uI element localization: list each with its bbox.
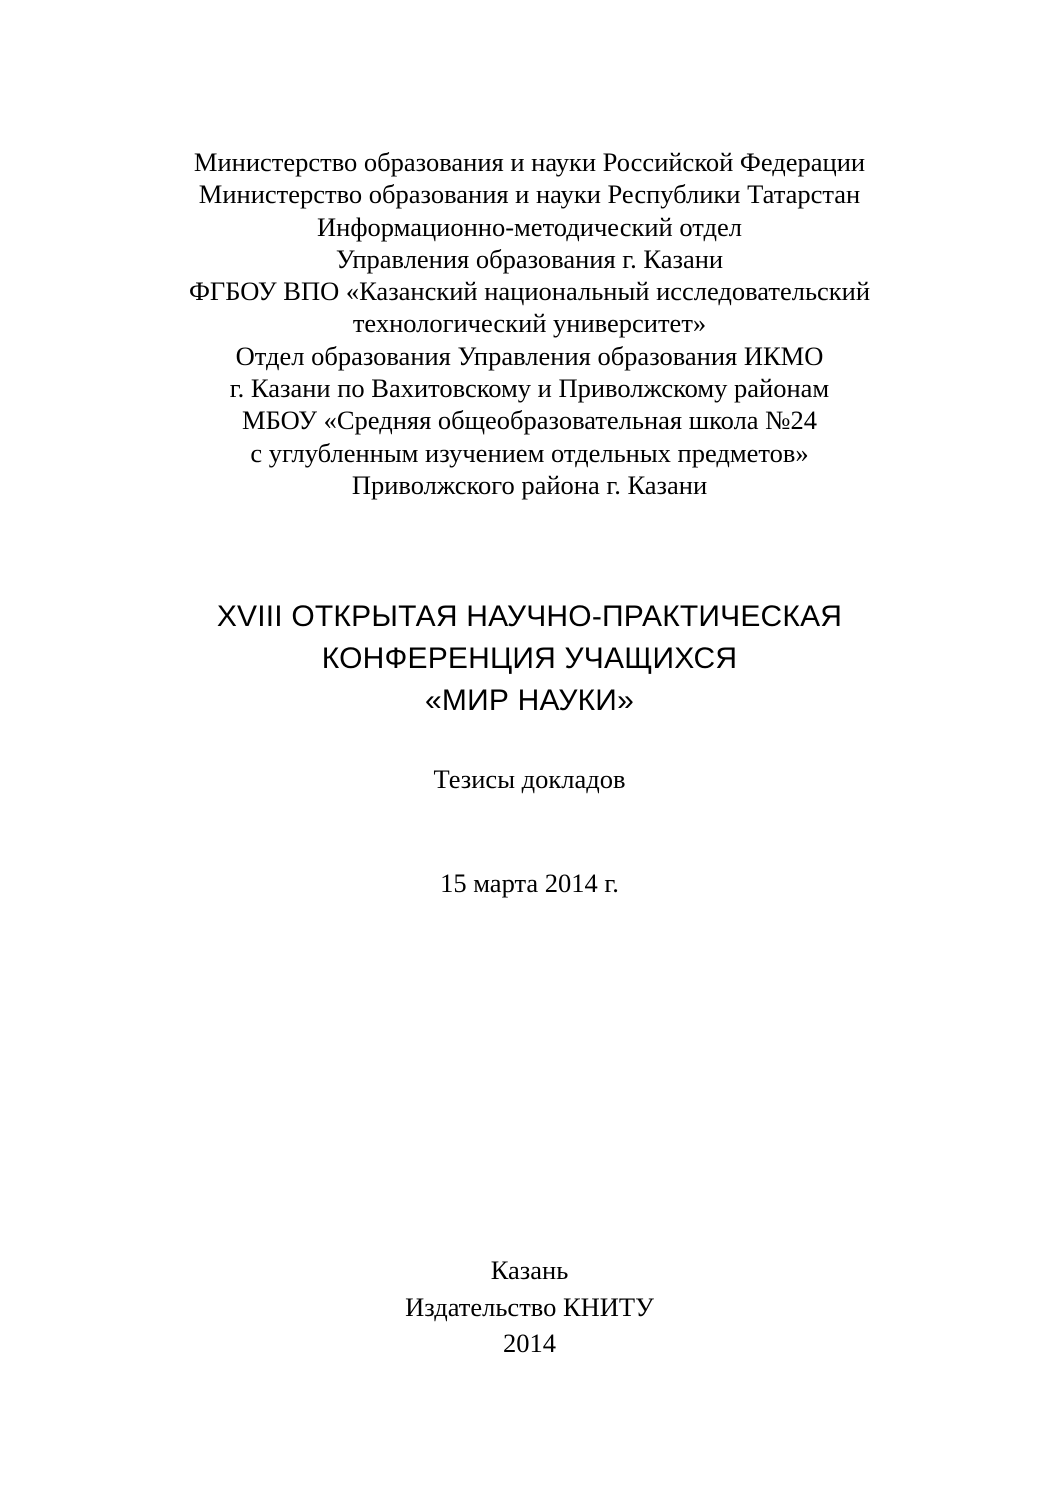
imprint-publisher: Издательство КНИТУ bbox=[405, 1291, 654, 1322]
title-line: КОНФЕРЕНЦИЯ УЧАЩИХСЯ bbox=[321, 642, 738, 675]
organization-line: Отдел образования Управления образования ИКМО bbox=[235, 340, 824, 371]
organization-line: с углубленным изучением отдельных предметов» bbox=[250, 437, 809, 468]
organization-line: ФГБОУ ВПО «Казанский национальный исследовательский bbox=[188, 276, 871, 307]
organization-line: МБОУ «Средняя общеобразовательная школа №24 bbox=[242, 405, 817, 436]
document-subtitle: Тезисы докладов bbox=[433, 764, 626, 794]
conference-date: 15 марта 2014 г. bbox=[440, 868, 619, 898]
imprint-year: 2014 bbox=[503, 1328, 556, 1358]
organization-line: технологический университет» bbox=[352, 308, 707, 339]
conference-title bbox=[0, 596, 1059, 722]
organizations-block bbox=[0, 146, 1059, 501]
organization-line: г. Казани по Вахитовскому и Приволжскому районам bbox=[229, 373, 830, 404]
imprint bbox=[0, 1252, 1059, 1362]
organization-line: Министерство образования и науки Российской Федерации bbox=[193, 147, 866, 177]
organization-line: Приволжского района г. Казани bbox=[351, 469, 708, 500]
organization-line: Информационно-методический отдел bbox=[317, 211, 742, 242]
organization-line: Министерство образования и науки Республики Татарстан bbox=[198, 179, 861, 210]
imprint-city: Казань bbox=[490, 1255, 569, 1285]
title-line: «МИР НАУКИ» bbox=[425, 684, 634, 717]
organization-line: Управления образования г. Казани bbox=[335, 243, 724, 274]
title-line: XVIII ОТКРЫТАЯ НАУЧНО-ПРАКТИЧЕСКАЯ bbox=[216, 600, 843, 633]
